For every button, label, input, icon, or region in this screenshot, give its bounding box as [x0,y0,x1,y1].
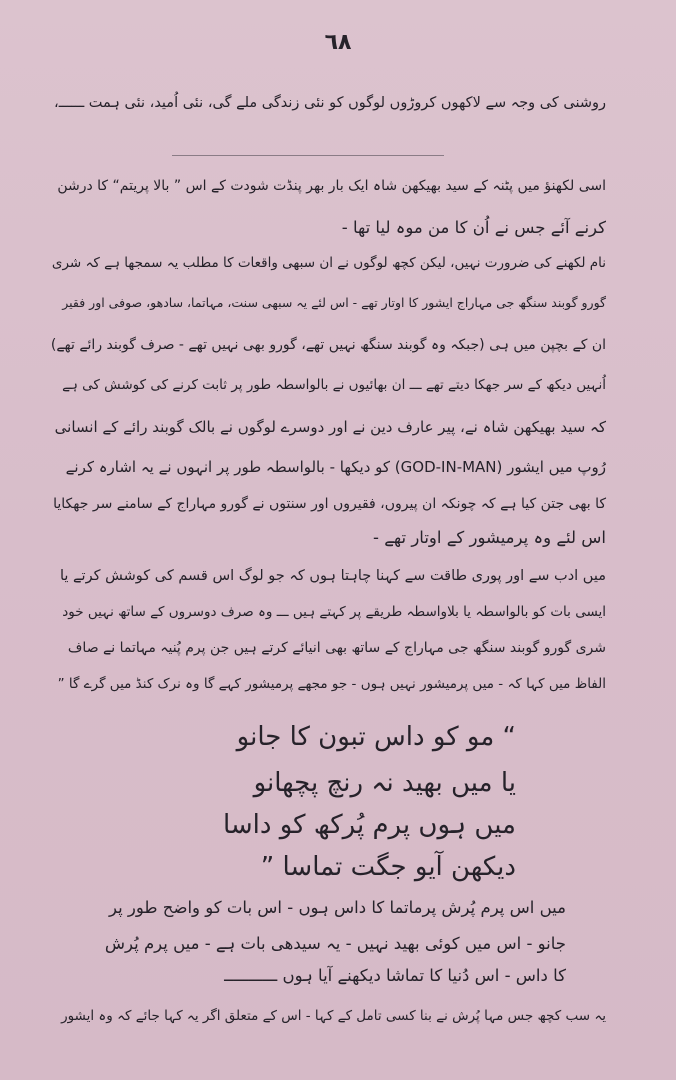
verse-line-1: “ مو کو داس تبون کا جانو [236,722,516,752]
closing-line: یہ سب کچھ جس مہا پُرش نے بنا کسی تامل کے کہا - اس کے متعلق اگر یہ کہا جائے کہ وہ ایشور [61,1008,606,1024]
paragraph-2-line-2: گورو گوبند سنگھ جی مہاراج ایشور کا اوتار تھے - اس لئے یہ سبھی سنت، مہاتما، سادھو، صوفی اور فقیر [62,295,606,310]
paragraph-2-line-1: نام لکھنے کی ضرورت نہیں، لیکن کچھ لوگوں نے ان سبھی واقعات کا مطلب یہ سمجھا ہے کہ شری [51,255,606,271]
verse-line-2: یا میں بھید نہ رنچ پچھانو [253,768,516,798]
paragraph-3-line-3: شری گورو گوبند سنگھ جی مہاراج کے ساتھ بھی انیائے کرتے ہیں جن پرم پُنیہ مہاتما نے صاف [67,640,606,656]
verse-line-3: میں ہوں پرم پُرکھ کو داسا [222,810,516,840]
explanation-line-2: جانو - اس میں کوئی بھید نہیں - یہ سیدھی بات ہے - میں پرم پُرش [104,934,566,953]
paragraph-3-line-4: الفاظ میں کہا کہ - میں پرمیشور نہیں ہوں - جو مجھے پرمیشور کہے گا وہ نرک کنڈ میں گرے گا ” [57,676,606,692]
explanation-line-1: میں اس پرم پُرش پرماتما کا داس ہوں - اس بات کو واضح طور پر [108,898,566,917]
paragraph-3-line-2: ایسی بات کو بالواسطہ یا بلاواسطہ طریقے پر کہتے ہیں ـــ وہ صرف دوسروں کے ساتھ نہیں خود [62,604,606,620]
paragraph-1-line-1: اسی لکھنؤ میں پٹنہ کے سید بھیکھن شاہ ایک بار بھر پنڈت شودت کے اس ” بالا پریتم“ کا درشن [57,178,606,194]
paragraph-2-line-3: ان کے بچپن میں ہی (جبکہ وہ گوبند سنگھ نہیں تھے، گورو بھی نہیں تھے - صرف گوبند رائے تھے) [50,337,606,353]
paragraph-1-line-2: کرنے آئے جس نے اُن کا من موہ لیا تھا - [341,218,606,237]
verse-line-4: دیکھن آیو جگت تماسا ” [260,852,516,882]
explanation-line-3: کا داس - اس دُنیا کا تماشا دیکھنے آیا ہوں ـــــــــــ [224,966,566,985]
paragraph-2-line-6: رُوپ میں ایشور (GOD-IN-MAN) کو دیکھا - بالواسطہ طور پر انہوں نے یہ اشارہ کرنے [65,458,606,476]
paragraph-2-line-5: کہ سید بھیکھن شاہ نے، پیر عارف دین نے اور دوسرے لوگوں نے بالک گوبند رائے کے انسانی [54,418,606,436]
section-divider [172,155,444,156]
intro-line: روشنی کی وجہ سے لاکھوں کروڑوں لوگوں کو نئی زندگی ملے گی، نئی اُمید، نئی ہمت ــــــ، [54,95,606,111]
paragraph-3-line-1: میں ادب سے اور پوری طاقت سے کہنا چاہتا ہوں کہ جو لوگ اس قسم کی کوشش کرتے یا [59,568,606,584]
paragraph-2-line-7: کا بھی جتن کیا ہے کہ چونکہ ان پیروں، فقیروں اور سنتوں نے گورو مہاراج کے سامنے سر جھکایا [53,496,606,512]
paragraph-2-line-4: اُنہیں دیکھ کے سر جھکا دیتے تھے ـــ ان بھائیوں نے بالواسطہ طور پر ثابت کرنے کی کوشش کی ہے [62,377,606,393]
page-number: ٦٨ [324,30,352,55]
paragraph-2-line-8: اس لئے وہ پرمیشور کے اوتار تھے - [373,528,606,547]
